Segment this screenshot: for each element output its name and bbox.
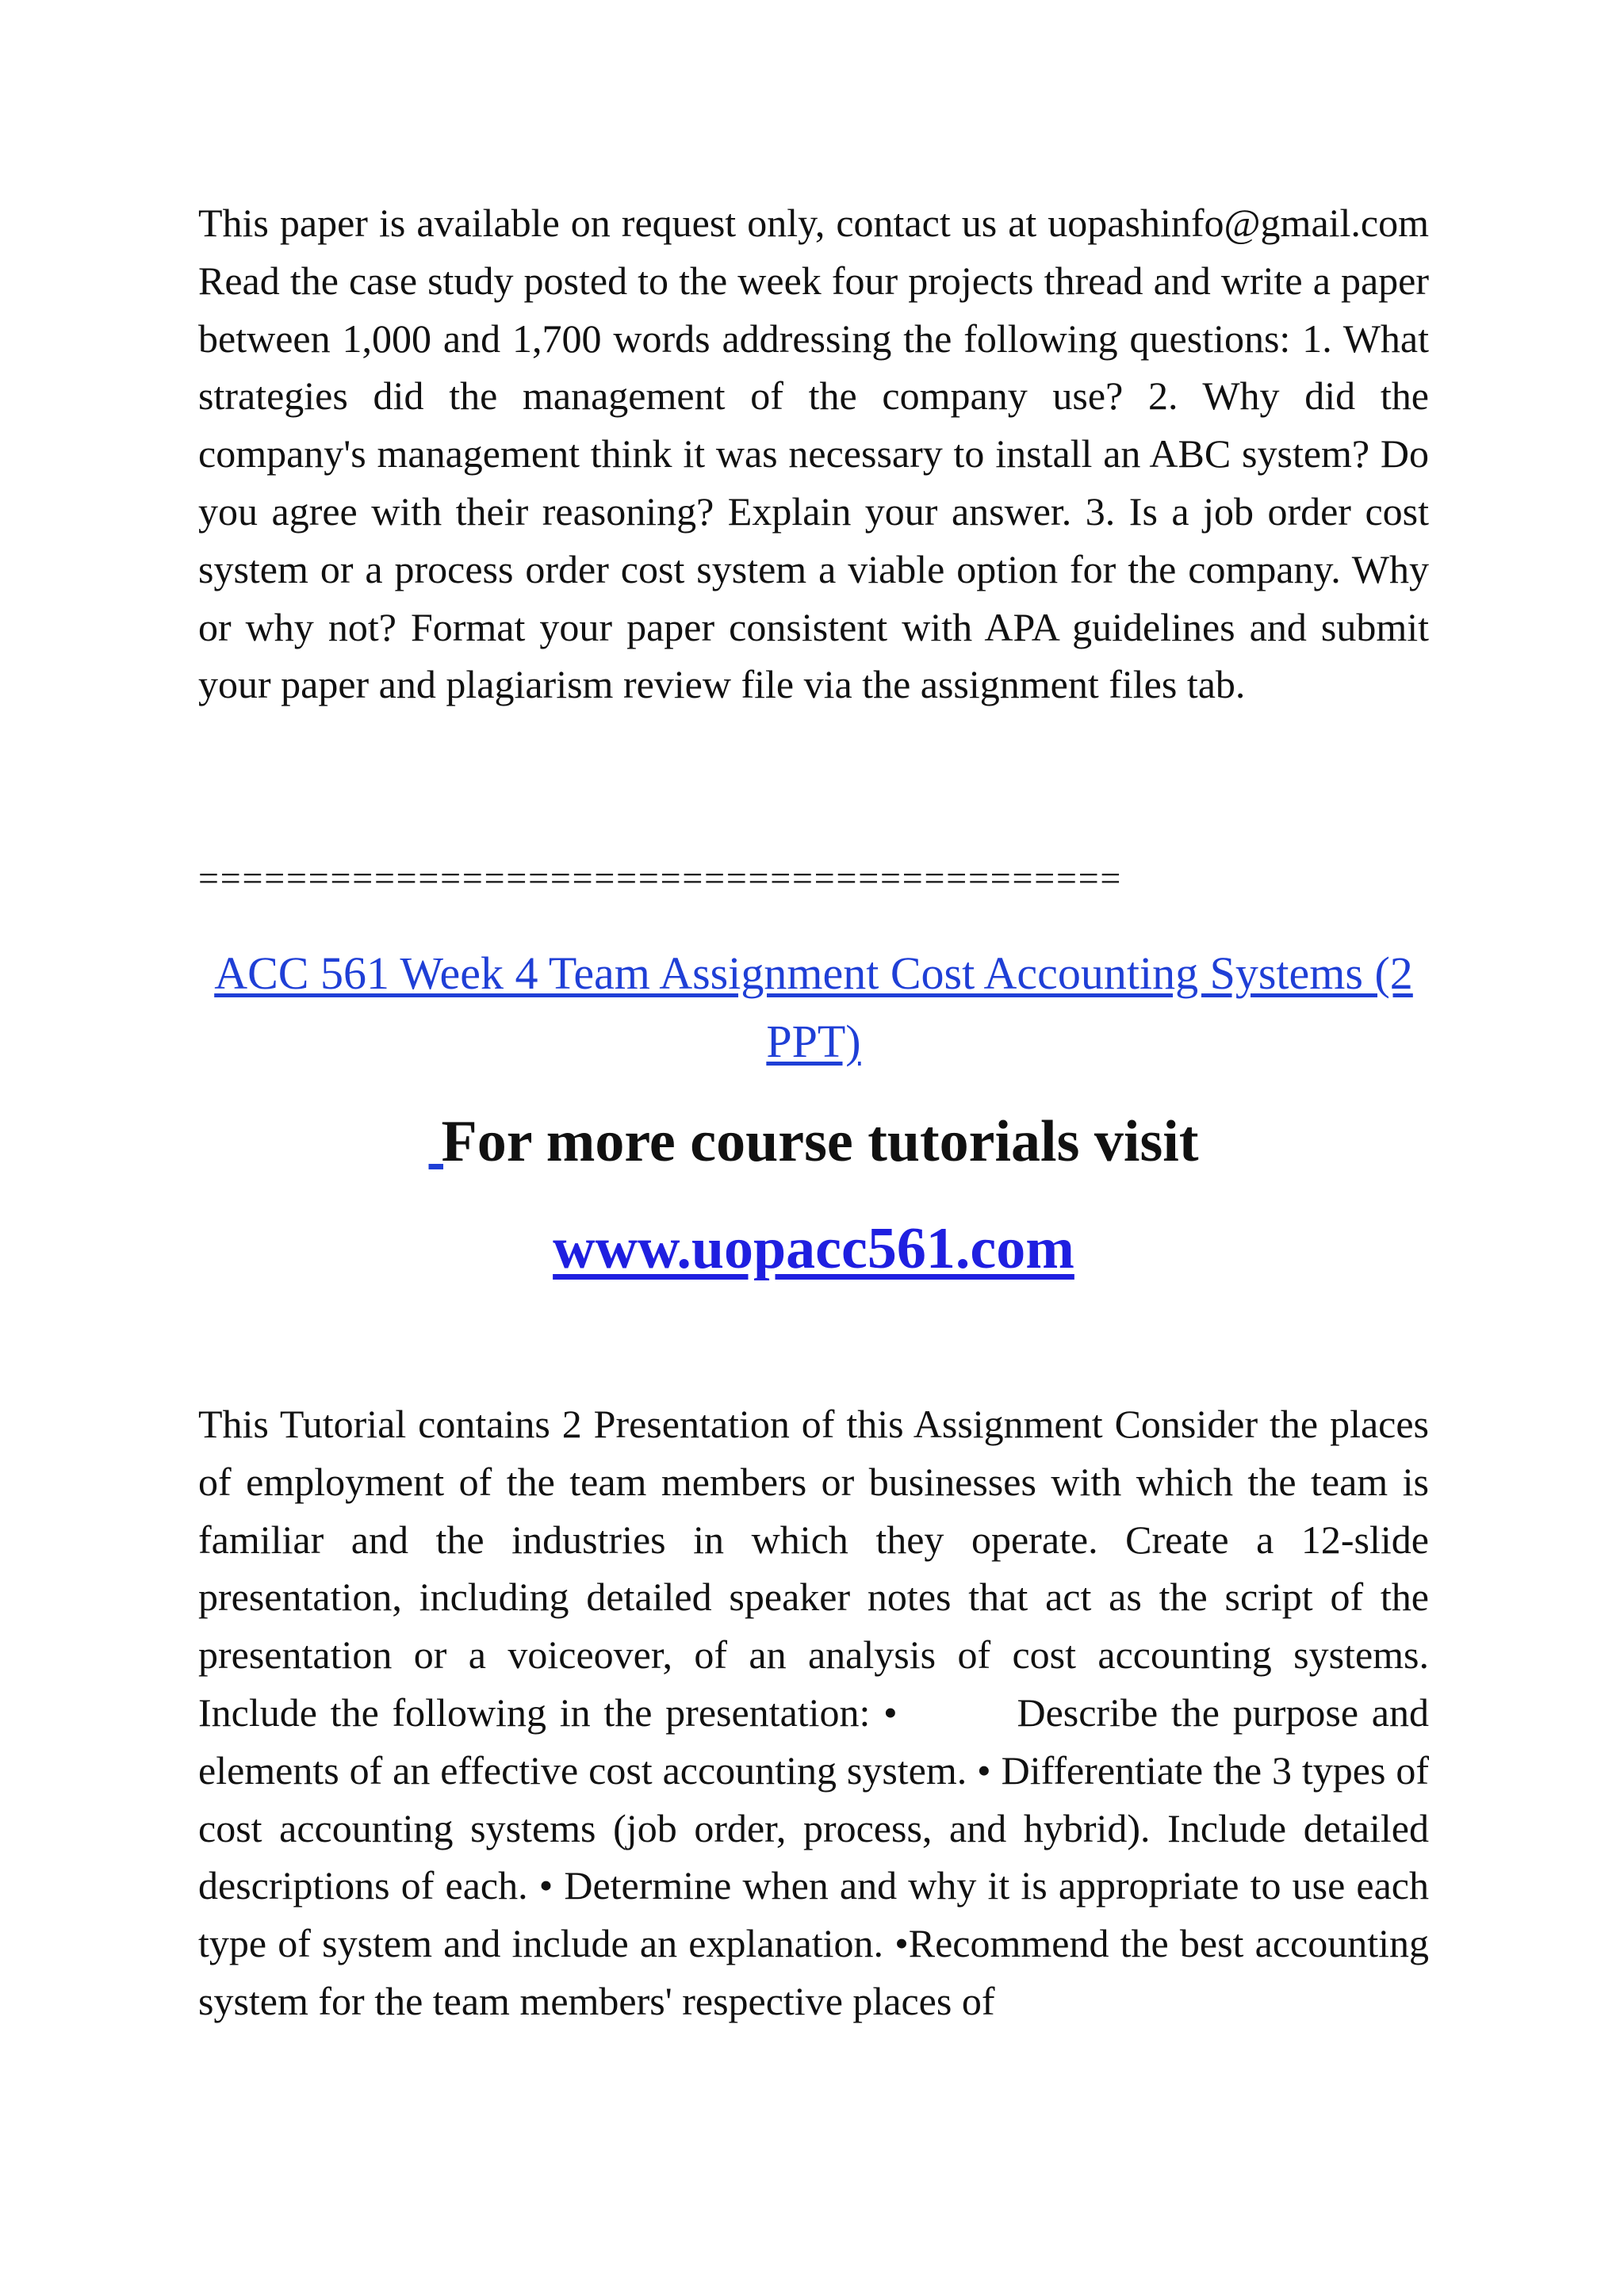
top-paragraph: This paper is available on request only, contact us at uopashinfo@gmail.com Read the case study posted to the week four projects thread and write a paper between 1,000 and 1,700 words addressing the following questions: 1. What strategies did the management of the company use? 2. Why did the company's management think it was necessary to install an ABC system? Do you agree with their reasoning? Explain your answer. 3. Is a job order cost system or a process order cost system a viable option for the company. Why or why not? Format your paper consistent with APA guidelines and submit your paper and plagiarism review file via the assignment files tab. <box>198 201 1429 707</box>
visit-line <box>198 1102 1429 1181</box>
separator-line: ========================================== <box>198 858 1123 898</box>
assignment-title-link[interactable]: ACC 561 Week 4 Team Assignment Cost Accounting Systems (2 PPT) <box>214 947 1413 1067</box>
website-link[interactable]: www.uopacc561.com <box>553 1216 1074 1281</box>
empty-link-stub[interactable] <box>429 1102 442 1181</box>
bottom-paragraph: This Tutorial contains 2 Presentation of this Assignment Consider the places of employment of the team members or businesses with which the team is familiar and the industries in which they operate. Create a 12-slide presentation, including detailed speaker notes that act as the script of the presentation or a voiceover, of an analysis of cost accounting systems. Include the following in the presentation: • Describe the purpose and elements of an effective cost accounting system. • Differentiate the 3 types of cost accounting systems (job order, process, and hybrid). Include detailed descriptions of each. • Determine when and why it is appropriate to use each type of system and include an explanation. •Recommend the best accounting system for the team members' respective places of <box>198 1402 1429 2023</box>
visit-text: For more course tutorials visit <box>441 1109 1199 1174</box>
